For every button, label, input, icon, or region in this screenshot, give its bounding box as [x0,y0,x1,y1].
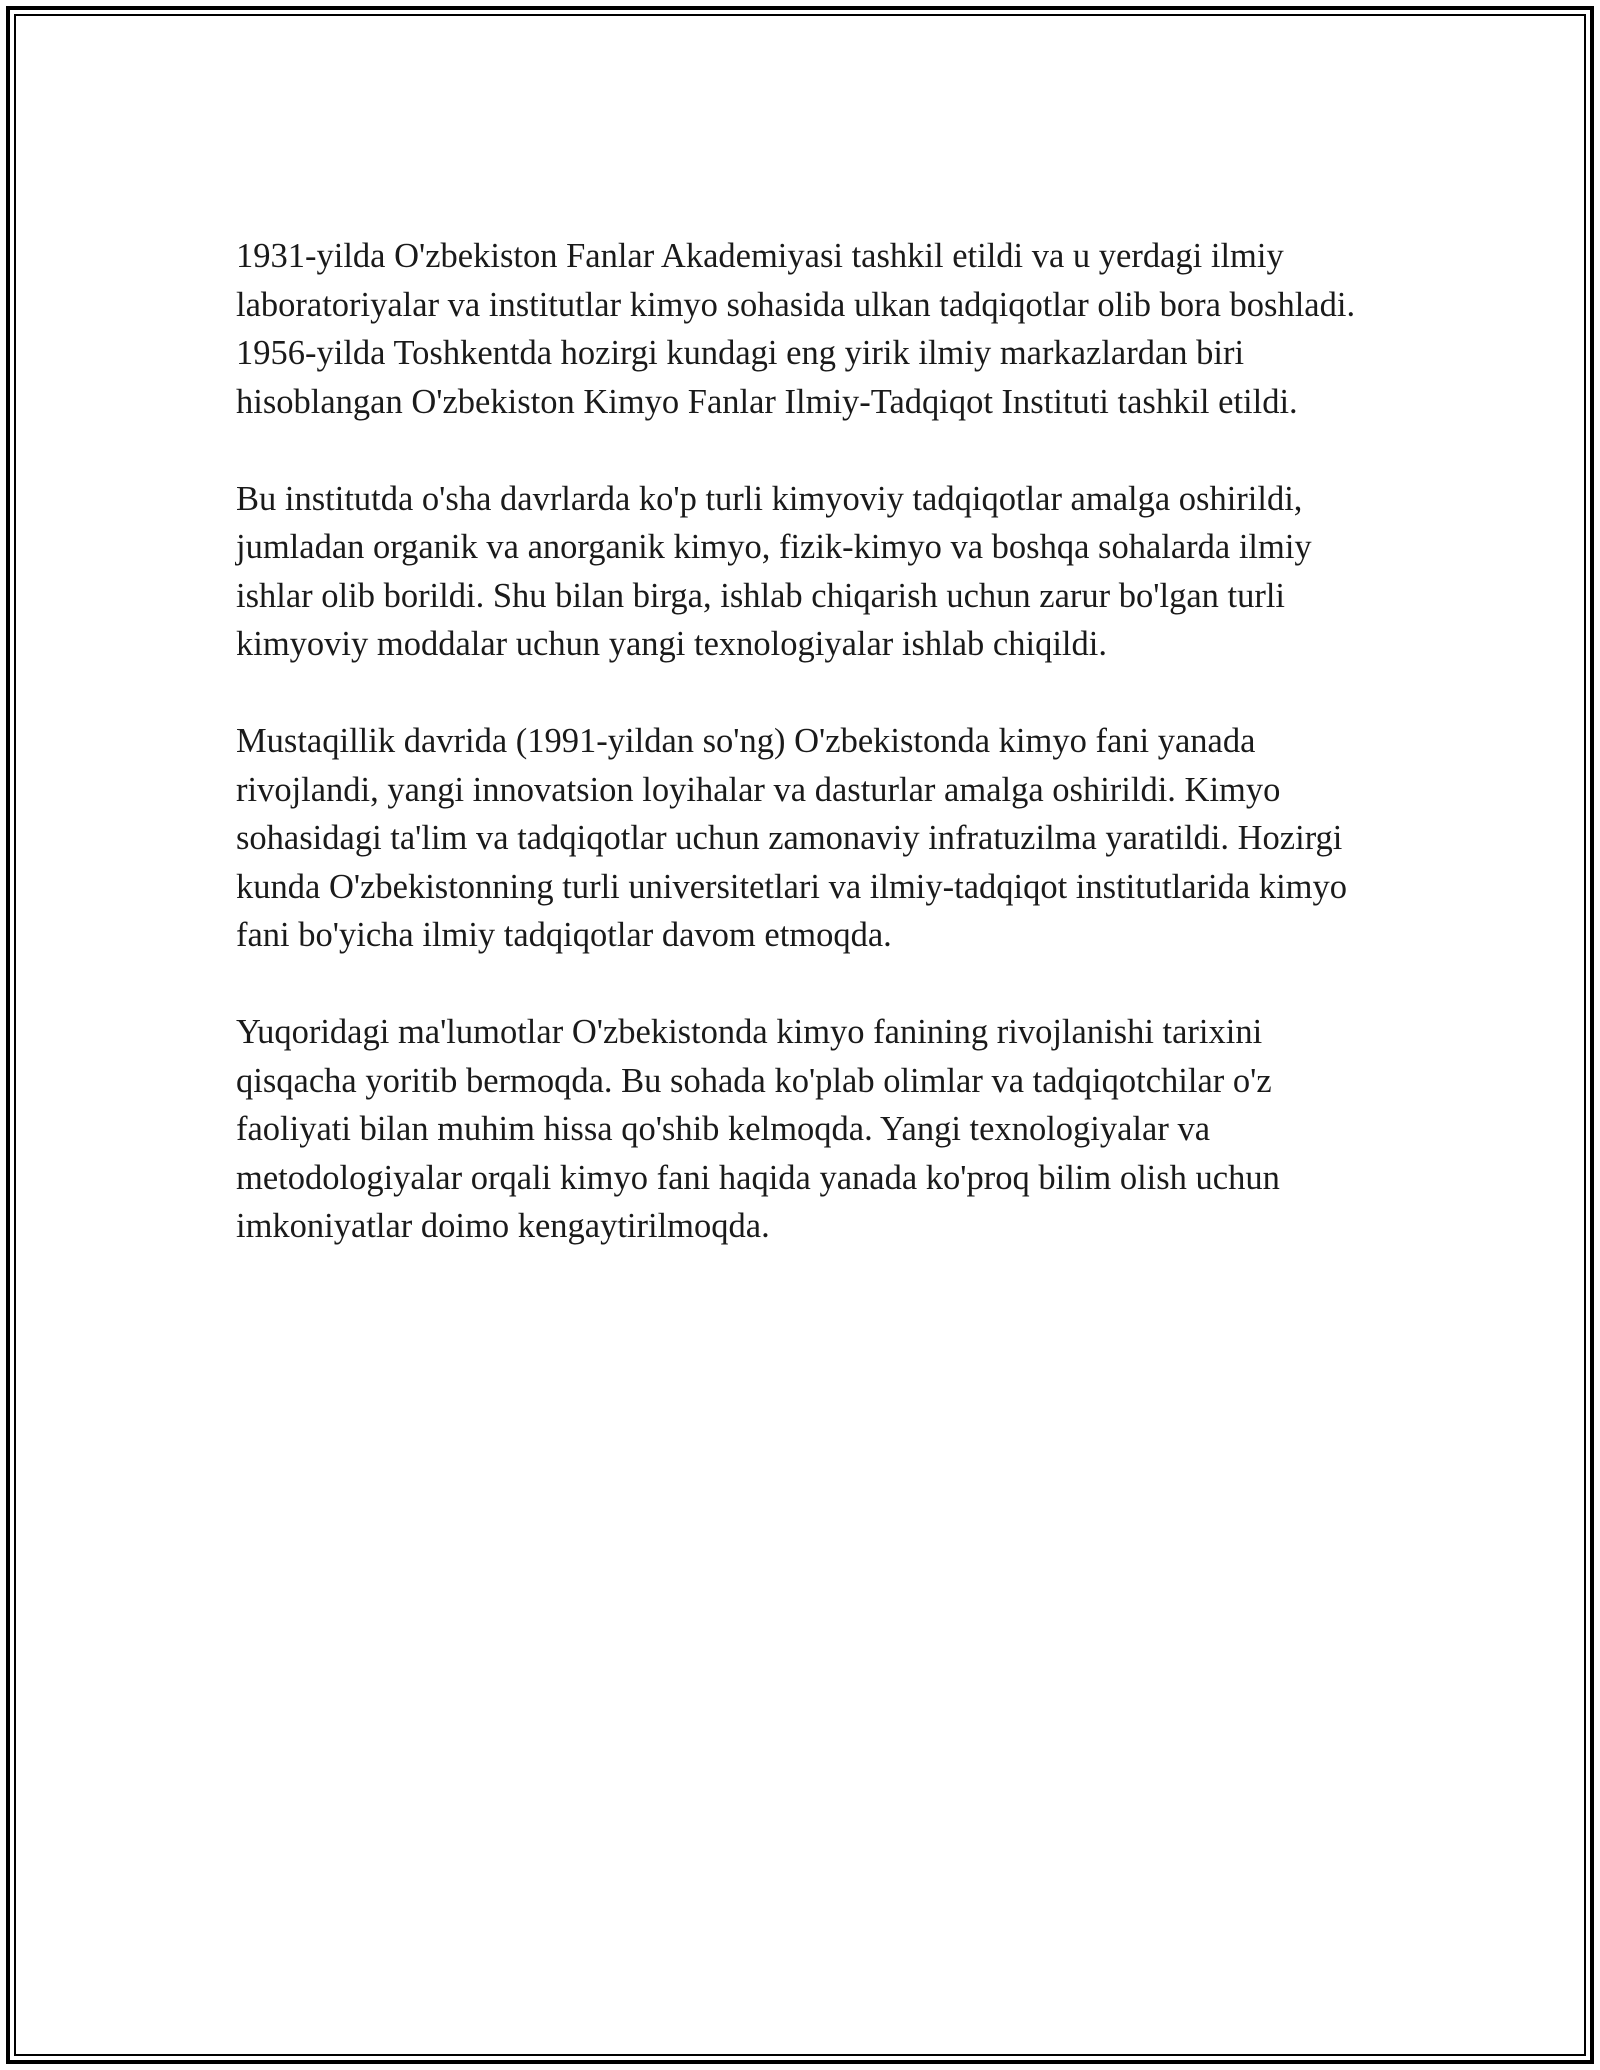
paragraph-3: Mustaqillik davrida (1991-yildan so'ng) O'zbekistonda kimyo fani yanada rivojlandi, yangi innovatsion loyihalar va dasturlar amalga oshirildi. Kimyo sohasidagi ta'lim va tadqiqotlar uchun zamonaviy infratuzilma yaratildi. Hozirgi kunda O'zbekistonning turli universitetlari va ilmiy-tadqiqot institutlarida kimyo fani bo'yicha ilmiy tadqiqotlar davom etmoqda. [236,722,1347,954]
paragraph-2: Bu institutda o'sha davrlarda ko'p turli kimyoviy tadqiqotlar amalga oshirildi, jumladan organik va anorganik kimyo, fizik-kimyo va boshqa sohalarda ilmiy ishlar olib borildi. Shu bilan birga, ishlab chiqarish uchun zarur bo'lgan turli kimyoviy moddalar uchun yangi texnologiyalar ishlab chiqildi. [236,479,1312,663]
paragraph-1: 1931-yilda O'zbekiston Fanlar Akademiyasi tashkil etildi va u yerdagi ilmiy laboratoriyalar va institutlar kimyo sohasida ulkan tadqiqotlar olib bora boshladi. 1956-yilda Toshkentda hozirgi kundagi eng yirik ilmiy markazlardan biri hisoblangan O'zbekiston Kimyo Fanlar Ilmiy-Tadqiqot Instituti tashkil etildi. [236,237,1356,421]
document-body [236,232,1376,1299]
paragraph-4: Yuqoridagi ma'lumotlar O'zbekistonda kimyo fanining rivojlanishi tarixini qisqacha yoritib bermoqda. Bu sohada ko'plab olimlar va tadqiqotchilar o'z faoliyati bilan muhim hissa qo'shib kelmoqda. Yangi texnologiyalar va metodologiyalar orqali kimyo fani haqida yanada ko'proq bilim olish uchun imkoniyatlar doimo kengaytirilmoqda. [236,1013,1280,1245]
